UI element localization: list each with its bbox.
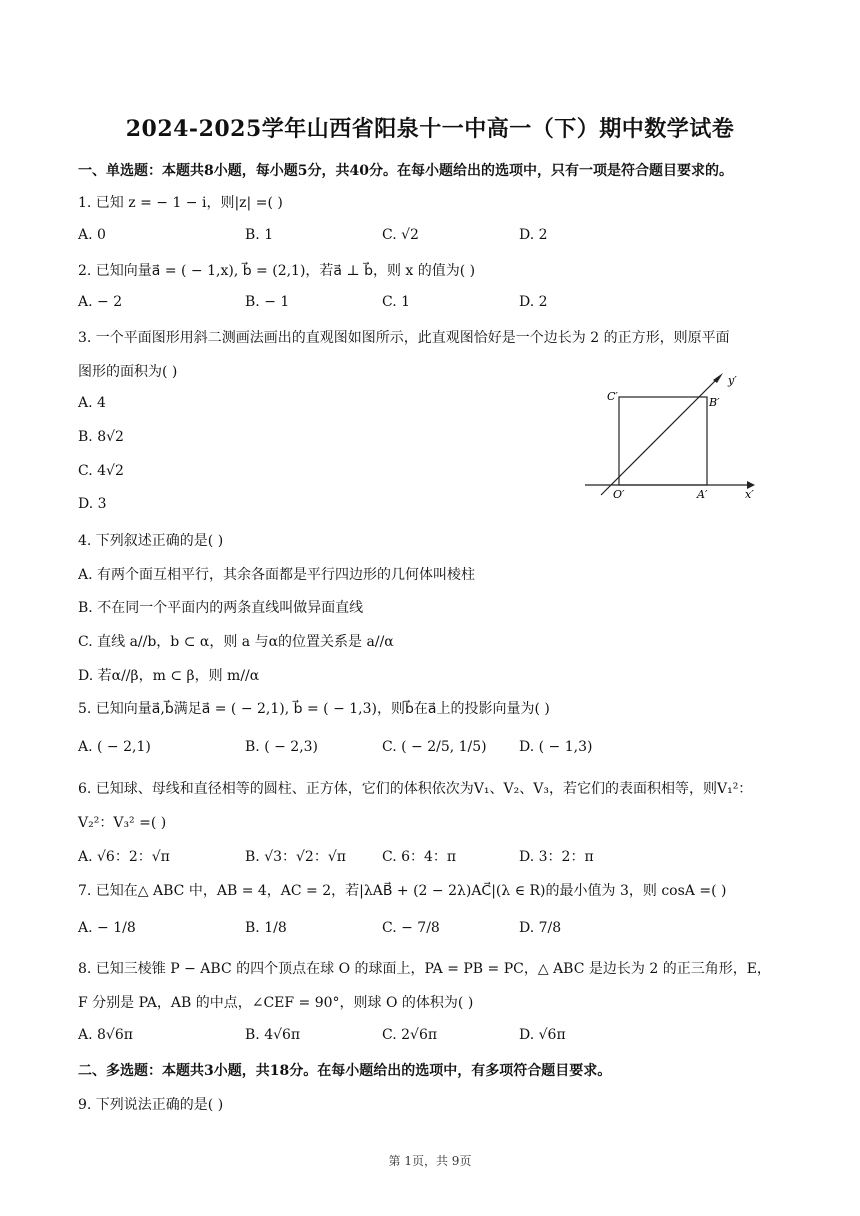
question-2-option-a: A. − 2 [78,294,123,310]
question-5-stem: 5. 已知向量a⃗,b⃗满足a⃗ = ( − 2,1), b⃗ = ( − 1,3)，则b⃗在a⃗上的投影向量为( ) [78,701,550,717]
question-6-stem-line-1: 6. 已知球、母线和直径相等的圆柱、正方体，它们的体积依次为V₁、V₂、V₃，若它们的表面积相等，则V₁²： [78,781,753,797]
question-2-stem: 2. 已知向量a⃗ = ( − 1,x), b⃗ = (2,1)，若a⃗ ⊥ b⃗，则 x 的值为( ) [78,263,476,279]
question-2-option-d: D. 2 [519,294,548,310]
question-4-option-b: B. 不在同一个平面内的两条直线叫做异面直线 [78,600,364,616]
question-6-option-d: D. 3：2：π [519,849,594,865]
question-6-option-c: C. 6：4：π [382,849,457,865]
question-5-option-a: A. ( − 2,1) [78,739,151,755]
question-3-option-c: C. 4√2 [78,463,124,479]
label-c-prime: C′ [607,390,618,403]
label-y-prime: y′ [728,374,737,387]
question-1-option-a: A. 0 [78,227,106,243]
question-8-stem-line-1: 8. 已知三棱锥 P − ABC 的四个顶点在球 O 的球面上，PA = PB = PC，△ ABC 是边长为 2 的正三角形，E， [78,961,771,977]
question-3-option-a: A. 4 [78,395,106,411]
question-8-stem-line-2: F 分别是 PA，AB 的中点，∠CEF = 90°，则球 O 的体积为( ) [78,995,474,1011]
question-1-stem: 1. 已知 z = − 1 − i，则|z| =( ) [78,195,283,211]
label-o-prime: O′ [613,488,625,501]
question-8-option-d: D. √6π [519,1027,566,1043]
oblique-projection-figure [585,370,770,505]
page-footer: 第 1页，共 9页 [388,1154,472,1168]
question-4-option-a: A. 有两个面互相平行，其余各面都是平行四边形的几何体叫棱柱 [78,567,476,583]
question-1-option-c: C. √2 [382,227,419,243]
question-2-option-b: B. − 1 [245,294,290,310]
question-7-option-a: A. − 1/8 [78,920,136,936]
square-oabc [619,397,707,485]
question-9-stem: 9. 下列说法正确的是( ) [78,1097,224,1113]
question-5-option-b: B. ( − 2,3) [245,739,319,755]
question-5-option-d: D. ( − 1,3) [519,739,593,755]
question-3-stem-line-2: 图形的面积为( ) [78,364,178,380]
question-3-option-d: D. 3 [78,496,107,512]
question-6-option-a: A. √6：2：√π [78,849,170,865]
question-1-option-b: B. 1 [245,227,274,243]
question-7-option-b: B. 1/8 [245,920,287,936]
label-x-prime: x′ [745,488,754,501]
label-a-prime: A′ [697,488,708,501]
section-heading-single-choice: 一、单选题：本题共8小题，每小题5分，共40分。在每小题给出的选项中，只有一项是符合题目要求的。 [78,163,733,179]
section-heading-multiple-choice: 二、多选题：本题共3小题，共18分。在每小题给出的选项中，有多项符合题目要求。 [78,1063,612,1079]
question-8-option-c: C. 2√6π [382,1027,438,1043]
question-7-option-c: C. − 7/8 [382,920,440,936]
page-title: 2024-2025学年山西省阳泉十一中高一（下）期中数学试卷 [125,116,735,142]
question-7-option-d: D. 7/8 [519,920,562,936]
question-7-stem: 7. 已知在△ ABC 中，AB = 4，AC = 2，若|λAB⃗ + (2 − 2λ)AC⃗|(λ ∈ R)的最小值为 3，则 cosA =( ) [78,883,727,899]
question-1-option-d: D. 2 [519,227,548,243]
question-6-stem-line-2: V₂²：V₃² =( ) [78,815,167,831]
question-6-option-b: B. √3：√2：√π [245,849,346,865]
question-3-stem-line-1: 3. 一个平面图形用斜二测画法画出的直观图如图所示，此直观图恰好是一个边长为 2 的正方形，则原平面 [78,330,730,346]
question-5-option-c: C. ( − 2/5, 1/5) [382,739,487,755]
question-2-option-c: C. 1 [382,294,411,310]
question-8-option-b: B. 4√6π [245,1027,301,1043]
question-8-option-a: A. 8√6π [78,1027,133,1043]
question-4-option-c: C. 直线 a//b，b ⊂ α，则 a 与α的位置关系是 a//α [78,634,394,650]
question-3-option-b: B. 8√2 [78,429,124,445]
question-4-option-d: D. 若α//β，m ⊂ β，则 m//α [78,668,260,684]
question-4-stem: 4. 下列叙述正确的是( ) [78,533,224,549]
label-b-prime: B′ [709,396,720,409]
